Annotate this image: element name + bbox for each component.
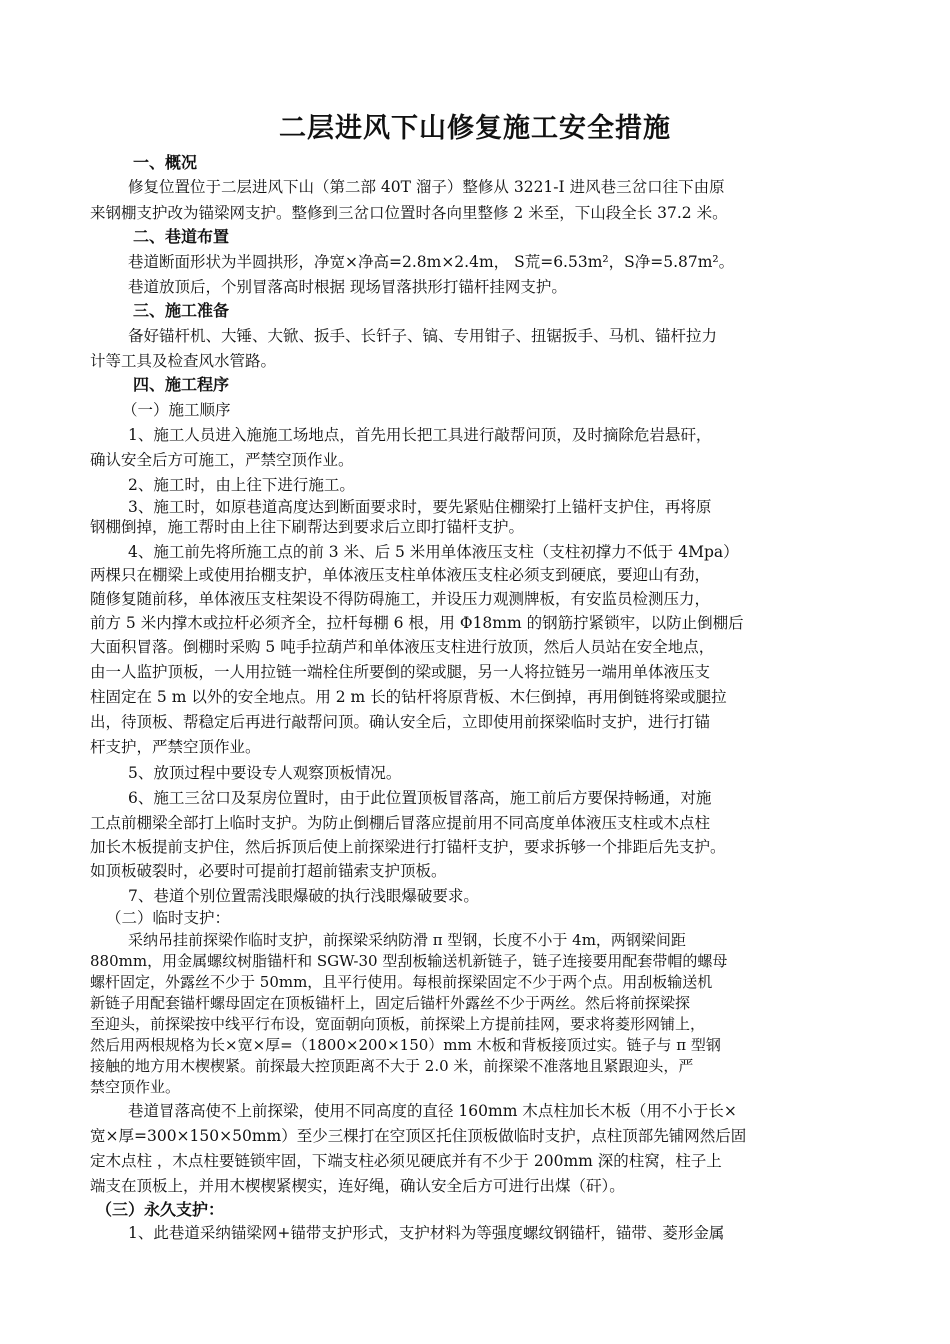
paragraph-line: 钢棚倒掉，施工帮时由上往下刷帮达到要求后立即打锚杆支护。 [90,518,525,536]
subsection-heading-permanent-support: （三）永久支护： [96,1200,225,1219]
paragraph-line: 随修复随前移，单体液压支柱架设不得防碍施工，并设压力观测牌板，有安监员检测压力， [90,590,711,608]
paragraph-line: 柱固定在 5 m 以外的安全地点。用 2 m 长的钻杆将原背板、木仨倒掉，再用倒链将梁或腿拉 [90,688,727,706]
paragraph-line: 巷道冒落高使不上前探梁，使用不同高度的直径 160mm 木点柱加长木板（用不小于长× [128,1102,737,1120]
document-title: 二层进风下山修复施工安全措施 [279,113,671,144]
section-heading-layout: 二、巷道布置 [133,227,230,246]
subsection-heading: （一）施工顺序 [122,401,231,419]
paragraph-line: 端支在顶板上，并用木楔楔紧楔实，连好绳，确认安全后方可进行出煤（矸）。 [90,1177,625,1195]
paragraph-line: 至迎头，前探梁按中线平行布设，宽面朝向顶板，前探梁上方提前挂网，要求将菱形网铺上， [90,1015,706,1033]
paragraph-line: 出，待顶板、帮稳定后再进行敲帮问顶。确认安全后，立即使用前探梁临时支护，进行打锚 [90,713,711,731]
paragraph-line: 宽×厚=300×150×50mm）至少三棵打在空顶区托住顶板做临时支护，点柱顶部先铺网然后固 [90,1127,747,1145]
paragraph-line: 880mm，用金属螺纹树脂锚杆和 SGW-30 型刮板输送机新链子，链子连接要用配套带帽的螺母 [90,952,728,970]
paragraph-line: 如顶板破裂时，必要时可提前打超前锚索支护顶板。 [90,862,447,880]
paragraph-line: 由一人监护顶板，一人用拉链一端栓住所要倒的梁或腿，另一人将拉链另一端用单体液压支 [90,663,711,681]
paragraph-line: 7、巷道个别位置需浅眼爆破的执行浅眼爆破要求。 [128,887,479,905]
paragraph-line: 采纳吊挂前探梁作临时支护，前探梁采纳防滑 π 型钢，长度不小于 4m，两钢梁间距 [128,931,686,949]
paragraph-line: 5、放顶过程中要设专人观察顶板情况。 [128,764,402,782]
paragraph-line: 2、施工时，由上往下进行施工。 [128,476,355,494]
paragraph-line: 修复位置位于二层进风下山（第二部 40T 溜子）整修从 3221-Ⅰ 进风巷三岔口往下由原 [128,178,725,196]
paragraph-line: 计等工具及检查风水管路。 [90,352,277,370]
paragraph-line: 杆支护，严禁空顶作业。 [90,738,261,756]
paragraph-line: 巷道放顶后，个别冒落高时根据 现场冒落拱形打锚杆挂网支护。 [128,278,567,296]
paragraph-line: 禁空顶作业。 [90,1078,181,1096]
subsection-heading: （二）临时支护： [106,909,231,927]
paragraph-line: 1、施工人员进入施施工场地点，首先用长把工具进行敲帮问顶，及时摘除危岩悬矸， [128,426,712,444]
paragraph-line: 6、施工三岔口及泵房位置时，由于此位置顶板冒落高，施工前后方要保持畅通，对施 [128,789,712,807]
paragraph-line: 螺杆固定，外露丝不少于 50mm，且平行使用。每根前探梁固定不少于两个点。用刮板输送机 [90,973,713,991]
paragraph-line: 备好锚杆机、大锤、大锨、扳手、长钎子、镐、专用钳子、扭锯扳手、马机、锚杆拉力 [128,327,718,345]
paragraph-line: 前方 5 米内撑木或拉杆必须齐全，拉杆每棚 6 根，用 Φ18mm 的钢筋拧紧锁牢，以防止倒棚后 [90,614,744,632]
paragraph-line: 然后用两根规格为长×宽×厚=（1800×200×150）mm 木板和背板接顶过实。链子与 π 型钢 [90,1036,721,1054]
paragraph-line: 巷道断面形状为半圆拱形，净宽×净高=2.8m×2.4m， S荒=6.53m²，S净=5.87m²。 [128,253,735,271]
section-heading-preparation: 三、施工准备 [133,301,230,320]
section-heading-procedure: 四、施工程序 [133,375,230,394]
paragraph-line: 1、此巷道采纳锚梁网+锚带支护形式，支护材料为等强度螺纹钢锚杆，锚带、菱形金属 [128,1224,725,1242]
paragraph-line: 加长木板提前支护住，然后拆顶后使上前探梁进行打锚杆支护，要求拆够一个排距后先支护。 [90,838,726,856]
paragraph-line: 3、施工时，如原巷道高度达到断面要求时，要先紧贴住棚梁打上锚杆支护住，再将原 [128,498,712,516]
section-heading-overview: 一、概况 [133,153,198,172]
paragraph-line: 工点前棚梁全部打上临时支护。为防止倒棚后冒落应提前用不同高度单体液压支柱或木点柱 [90,814,711,832]
paragraph-line: 新链子用配套锚杆螺母固定在顶板锚杆上，固定后锚杆外露丝不少于两丝。然后将前探梁探 [90,994,691,1012]
paragraph-line: 接触的地方用木楔楔紧。前探最大控顶距离不大于 2.0 米，前探梁不准落地且紧跟迎头，严 [90,1057,694,1075]
paragraph-line: 确认安全后方可施工，严禁空顶作业。 [90,451,354,469]
paragraph-line: 定木点柱 ，木点柱要链锁牢固，下端支柱必须见硬底并有不少于 200mm 深的柱窝，柱子上 [90,1152,722,1170]
paragraph-line: 大面积冒落。倒棚时采购 5 吨手拉葫芦和单体液压支柱进行放顶，然后人员站在安全地点， [90,638,715,656]
paragraph-line: 两棵只在棚梁上或使用抬棚支护，单体液压支柱单体液压支柱必须支到硬底，要迎山有劲， [90,566,711,584]
paragraph-line: 来钢棚支护改为锚梁网支护。整修到三岔口位置时各向里整修 2 米至，下山段全长 37.2 米。 [90,204,728,222]
paragraph-line: 4、施工前先将所施工点的前 3 米、后 5 米用单体液压支柱（支柱初撑力不低于 4Mpa） [128,543,739,561]
